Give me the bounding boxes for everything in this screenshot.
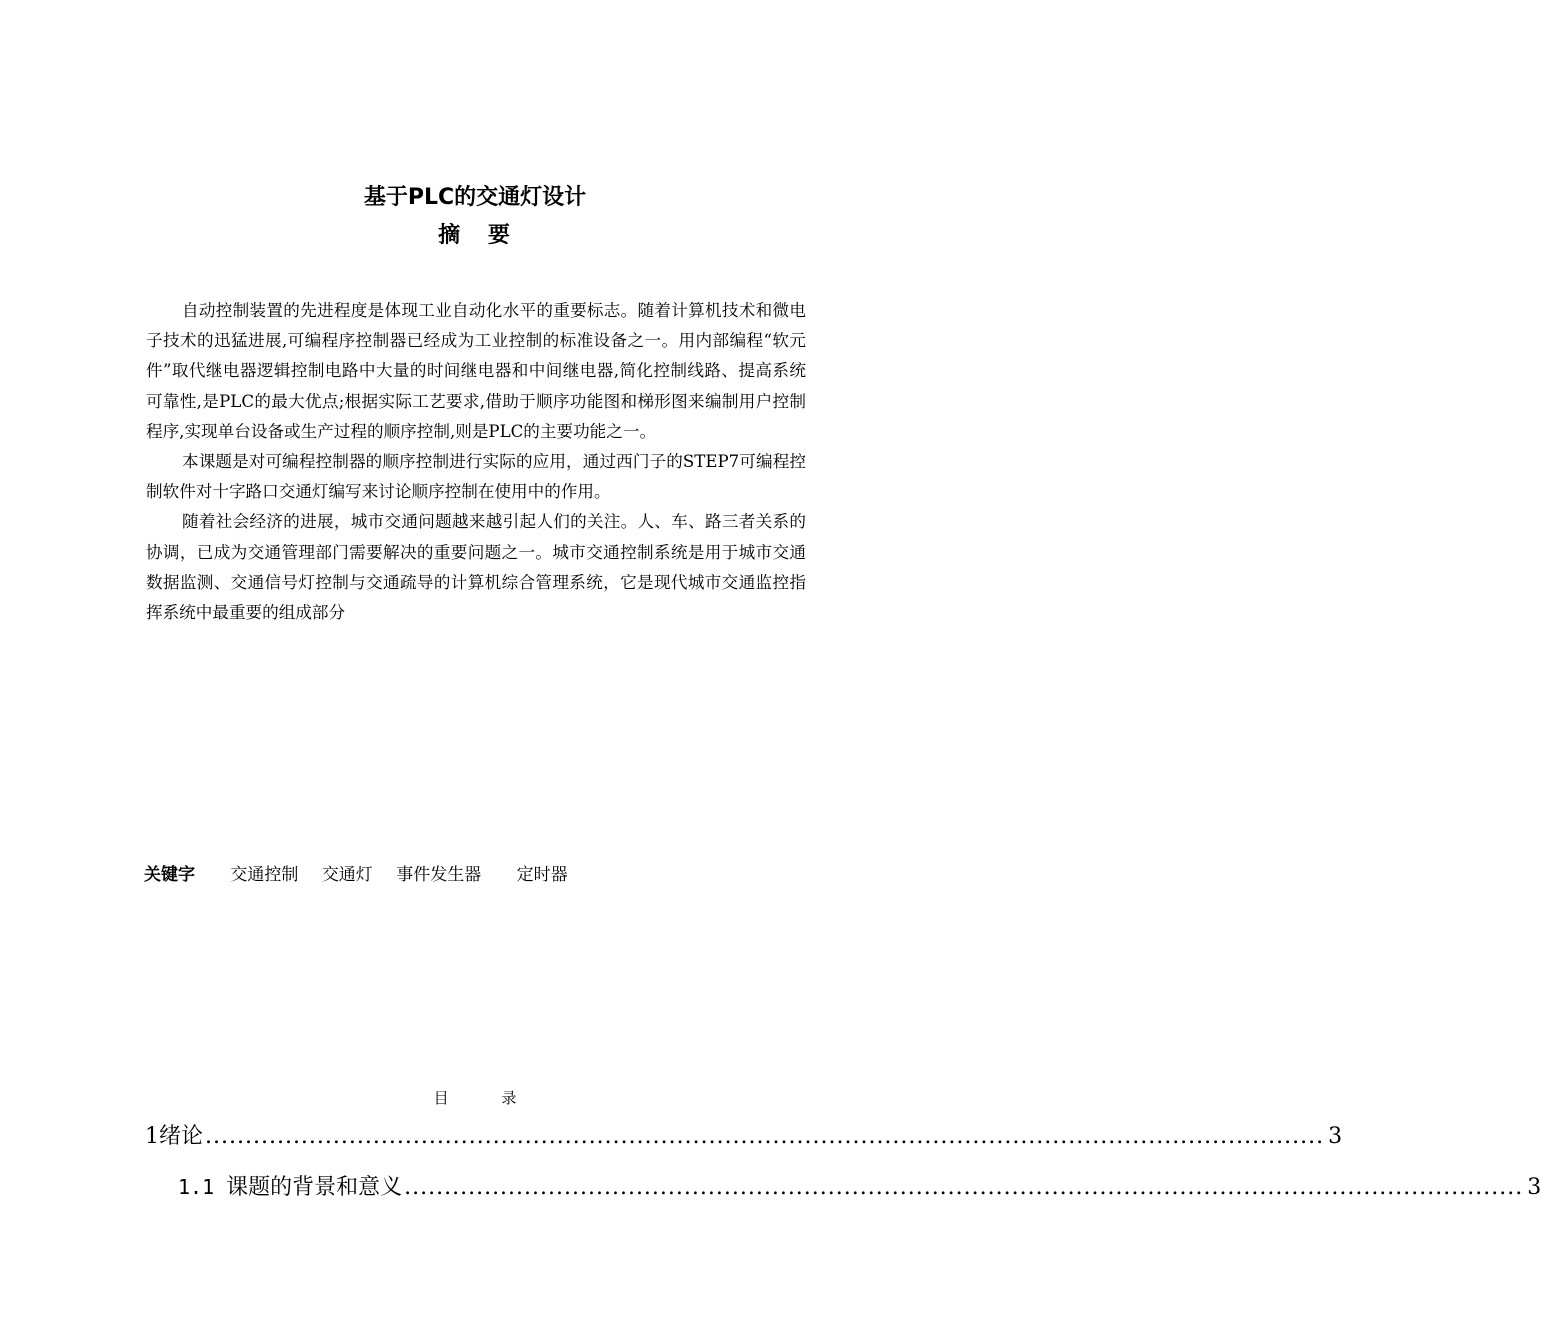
toc-dot-leader: ............................................................................................................................................: [404, 1175, 1524, 1200]
keyword: 交通控制: [230, 865, 299, 885]
toc-entry-page: 3: [1328, 1124, 1343, 1149]
toc-entry-number: 1.1: [178, 1175, 215, 1199]
keywords-line: [144, 861, 586, 889]
toc-entry-title: 绪论: [159, 1124, 204, 1149]
toc-entry[interactable]: [178, 1170, 1541, 1204]
abstract-paragraph: 本课题是对可编程控制器的顺序控制进行实际的应用，通过西门子的STEP7可编程控制软件对十字路口交通灯编写来讨论顺序控制在使用中的作用。: [146, 452, 806, 502]
toc-entry[interactable]: [145, 1120, 1343, 1154]
abstract-heading: 摘 要: [438, 223, 520, 248]
toc-entry-title: 课题的背景和意义: [226, 1175, 403, 1200]
keyword: 定时器: [516, 865, 568, 885]
document-title: 基于PLC的交通灯设计: [363, 185, 587, 210]
abstract-body: [146, 296, 806, 628]
toc-heading: 目 录: [433, 1089, 541, 1107]
keyword: 事件发生器: [396, 865, 482, 885]
toc-dot-leader: ............................................................................................................................................: [205, 1124, 1325, 1149]
toc-entry-number: 1: [145, 1124, 159, 1149]
keywords-label: 关键字: [144, 865, 195, 885]
toc-entry-page: 3: [1527, 1175, 1541, 1200]
abstract-paragraph: 自动控制装置的先进程度是体现工业自动化水平的重要标志。随着计算机技术和微电子技术的迅猛进展,可编程序控制器已经成为工业控制的标准设备之一。用内部编程“软元件”取代继电器逻辑控制电路中大量的时间继电器和中间继电器,简化控制线路、提高系统可靠性,是PLC的最大优点;根据实际工艺要求,借助于顺序功能图和梯形图来编制用户控制程序,实现单台设备或生产过程的顺序控制,则是PLC的主要功能之一。: [146, 301, 806, 441]
keyword: 交通灯: [321, 865, 373, 885]
abstract-paragraph: 随着社会经济的进展，城市交通问题越来越引起人们的关注。人、车、路三者关系的协调，已成为交通管理部门需要解决的重要问题之一。城市交通控制系统是用于城市交通数据监测、交通信号灯控制与交通疏导的计算机综合管理系统，它是现代城市交通监控指挥系统中最重要的组成部分: [146, 512, 806, 623]
